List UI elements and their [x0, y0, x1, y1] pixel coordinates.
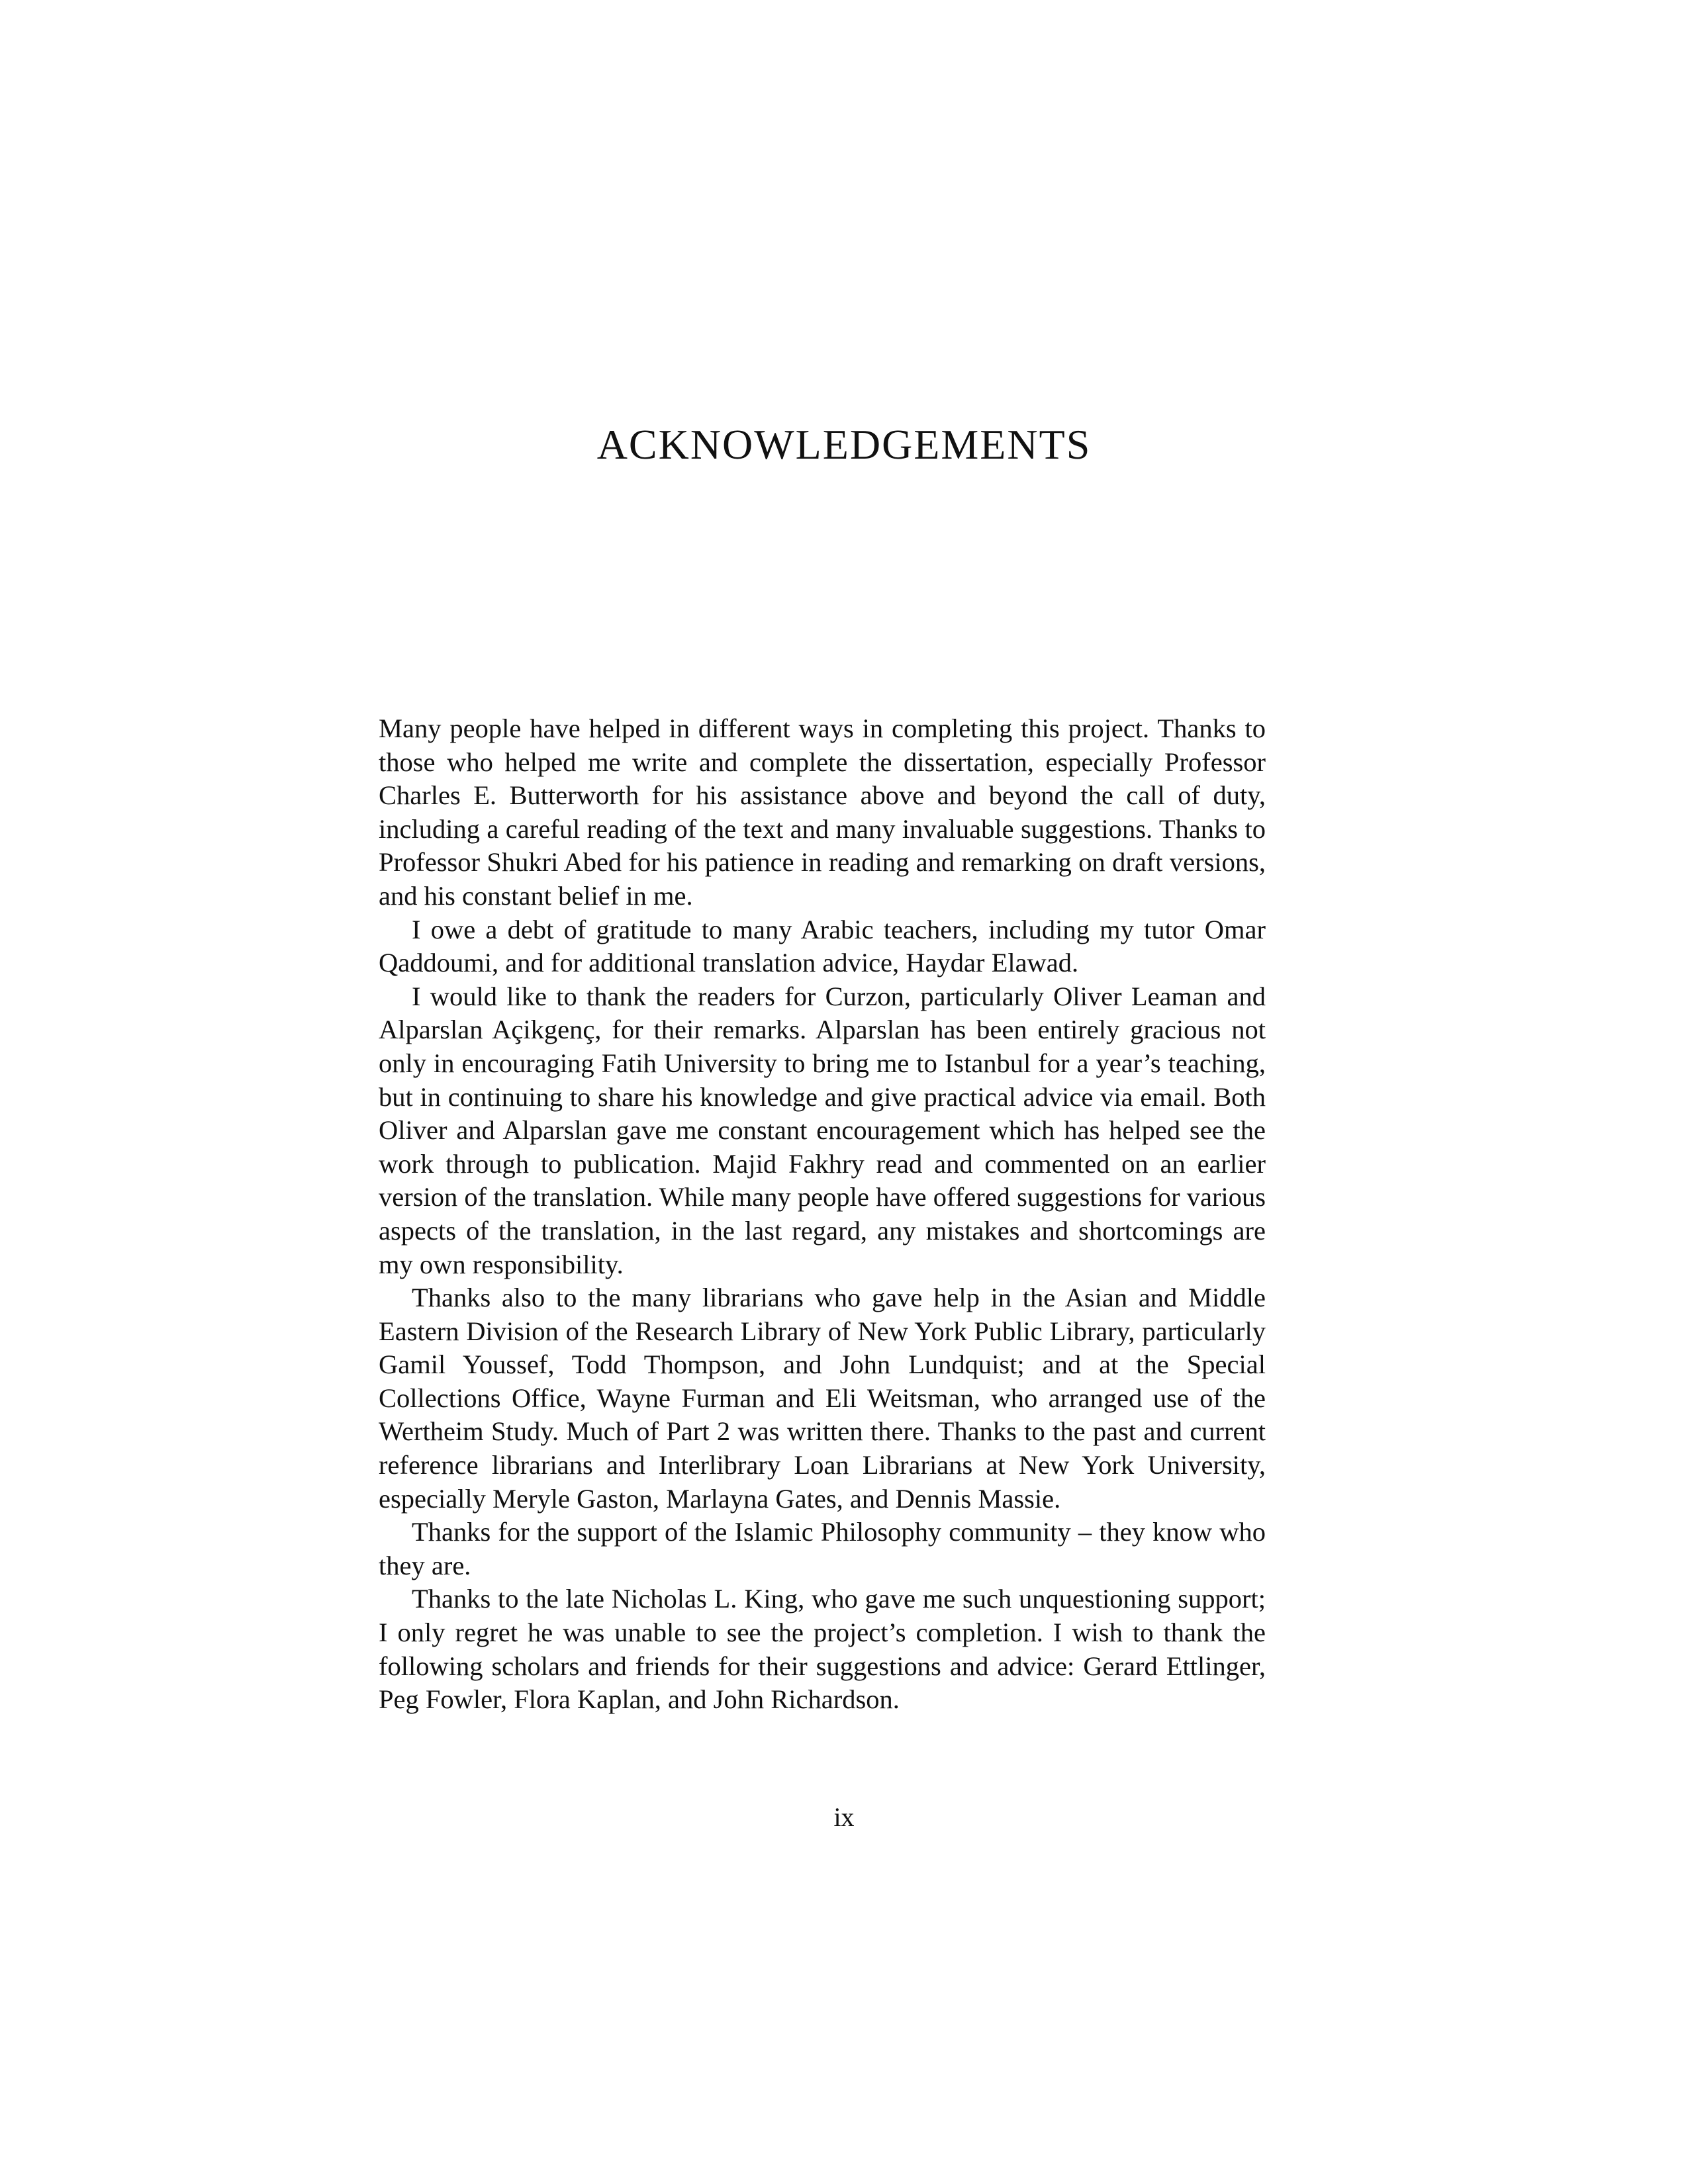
- acknowledgements-body: [379, 712, 1266, 1717]
- paragraph-6: Thanks to the late Nicholas L. King, who gave me such unquestioning support; I only regret he was unable to see the project’s completion. I wish to thank the following scholars and friends for their suggestions and advice: Gerard Ettlinger, Peg Fowler, Flora Kaplan, and John Richardson.: [379, 1584, 1266, 1715]
- paragraph-3: I would like to thank the readers for Curzon, particularly Oliver Leaman and Alparslan Açikgenç, for their remarks. Alparslan has been entirely gracious not only in encouraging Fatih University to bring me to Istanbul for a year’s teaching, but in continuing to share his knowledge and give practical advice via email. Both Oliver and Alparslan gave me constant encouragement which has helped see the work through to publication. Majid Fakhry read and commented on an earlier version of the translation. While many people have offered suggestions for various aspects of the translation, in the last regard, any mistakes and shortcomings are my own responsibility.: [379, 981, 1266, 1279]
- paragraph-5: Thanks for the support of the Islamic Philosophy community – they know who they are.: [379, 1517, 1266, 1580]
- paragraph-2: I owe a debt of gratitude to many Arabic teachers, including my tutor Omar Qaddoumi, and for additional translation advice, Haydar Elawad.: [379, 914, 1266, 978]
- paragraph-4: Thanks also to the many librarians who gave help in the Asian and Middle Eastern Division of the Research Library of New York Public Library, particularly Gamil Youssef, Todd Thompson, and John Lundquist; and at the Special Collections Office, Wayne Furman and Eli Weitsman, who arranged use of the Wertheim Study. Much of Part 2 was written there. Thanks to the past and current reference librarians and Interlibrary Loan Librarians at New York University, especially Meryle Gaston, Marlayna Gates, and Dennis Massie.: [379, 1283, 1266, 1514]
- page-number: ix: [833, 1802, 855, 1832]
- page-title: ACKNOWLEDGEMENTS: [596, 421, 1092, 468]
- paragraph-1: Many people have helped in different ways in completing this project. Thanks to those who helped me write and complete the dissertation, especially Professor Charles E. Butterworth for his assistance above and beyond the call of duty, including a careful reading of the text and many invaluable suggestions. Thanks to Professor Shukri Abed for his patience in reading and remarking on draft versions, and his constant belief in me.: [379, 713, 1266, 911]
